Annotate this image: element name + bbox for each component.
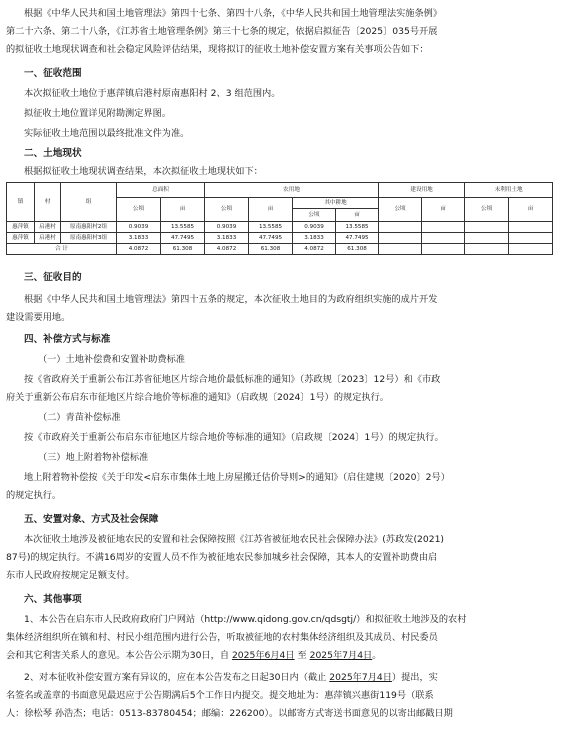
section-2-para-1: 根据拟征收土地现状调查结果，本次拟征收土地现状如下：: [24, 166, 263, 177]
land-status-table: [6, 182, 553, 255]
unit-mu: 亩: [422, 198, 465, 222]
text-segment: 至: [294, 650, 310, 661]
section-6-para-2-line-2: 名签名或盖章的书面意见最迟应于公告期满后5个工作日内提交。提交地址为：惠萍镇兴惠街119号（联系: [6, 690, 434, 701]
text-segment: 。: [372, 650, 382, 661]
cell-group: 原南惠阳村3组: [61, 233, 117, 244]
section-4-sub-3-line-1: 地上附着物补偿按《关于印发<启东市集体土地上房屋搬迁估价导则>的通知》（启住建规〔2020〕2号）: [24, 472, 450, 483]
cell-farm-mu: 61.308: [249, 244, 293, 255]
cell-total-label: 合 计: [7, 244, 117, 255]
date-end: 2025年7月4日: [309, 650, 373, 661]
cell-build-mu: [422, 233, 465, 244]
unit-hectare: 公顷: [205, 198, 249, 222]
unit-hectare: 公顷: [379, 198, 422, 222]
header-unused-land: 未利用土地: [465, 183, 553, 198]
cell-village: 启港村: [35, 233, 61, 244]
section-4-sub-3: （三）地上附着物补偿标准: [38, 452, 149, 463]
cell-total-mu: 61.308: [161, 244, 205, 255]
cell-village: 启港村: [35, 222, 61, 233]
section-1-title: 一、征收范围: [24, 68, 82, 79]
unit-mu: 亩: [249, 198, 293, 222]
cell-total-ha: 3.1833: [117, 233, 161, 244]
cell-build-ha: [379, 222, 422, 233]
section-4-title: 四、补偿方式与标准: [24, 334, 111, 345]
cell-total-ha: 0.9039: [117, 222, 161, 233]
section-3-line-1: 根据《中华人民共和国土地管理法》第四十五条的规定，本次征收土地目的为政府组织实施的成片开发: [24, 294, 438, 305]
section-6-para-2-line-1: [24, 670, 554, 686]
cell-group: 原南惠阳村2组: [61, 222, 117, 233]
section-4-sub-3-line-2: 的规定执行。: [6, 490, 62, 501]
section-6-para-1-line-3: [6, 648, 556, 664]
header-arable-land: 其中耕地: [293, 198, 379, 209]
cell-arable-ha: 4.0872: [293, 244, 336, 255]
cell-town: 惠萍镇: [7, 222, 35, 233]
section-4-sub-1: （一）土地补偿费和安置补助费标准: [38, 354, 185, 365]
unit-hectare: 公顷: [293, 209, 336, 222]
section-4-sub-2-line-1: 按《市政府关于重新公布启东市征地区片综合地价等标准的通知》（启政规〔2024〕1号）的规定执行。: [24, 432, 444, 443]
cell-farm-ha: 3.1833: [205, 233, 249, 244]
table-row: [7, 233, 553, 244]
section-4-sub-1-line-2: 府关于重新公布启东市征地区片综合地价等标准的通知》（启政规〔2024〕1号）的规定执行。: [6, 392, 389, 403]
header-farmland: 农用地: [205, 183, 379, 198]
cell-build-mu: [422, 222, 465, 233]
header-group: 组: [61, 183, 117, 222]
cell-unused-ha: [465, 222, 509, 233]
date-start: 2025年6月4日: [231, 650, 295, 661]
cell-arable-ha: 0.9039: [293, 222, 336, 233]
cell-build-ha: [379, 244, 422, 255]
section-1-para-2: 拟征收土地位置详见附勘测定界图。: [24, 108, 171, 119]
section-6-para-1-line-2: 集体经济组织所在镇和村、村民小组范围内进行公告，听取被征地的农村集体经济组织及其成员、村民委员: [6, 632, 438, 643]
section-2-title: 二、土地现状: [24, 148, 82, 159]
cell-unused-mu: [509, 222, 553, 233]
section-1-para-1: 本次拟征收土地位于惠萍镇启港村原南惠阳村 2、3 组范围内。: [24, 88, 281, 99]
unit-mu: 亩: [509, 198, 553, 222]
header-total-area: 总面积: [117, 183, 205, 198]
cell-arable-mu: 13.5585: [336, 222, 379, 233]
section-5-line-3: 东市人民政府按规定足额支付。: [6, 570, 135, 581]
cell-arable-mu: 47.7495: [336, 233, 379, 244]
section-6-title: 六、其他事项: [24, 594, 82, 605]
section-5-line-2: 87号)的规定执行。不满16周岁的安置人员不作为被征地农民参加城乡社会保障，其本人的安置补助费由启: [6, 552, 438, 563]
section-3-line-2: 建设需要用地。: [6, 312, 71, 323]
cell-arable-ha: 3.1833: [293, 233, 336, 244]
table-row: [7, 222, 553, 233]
date-deadline: 2025年7月4日: [329, 672, 392, 683]
header-construction-land: 建设用地: [379, 183, 465, 198]
cell-town: 惠萍镇: [7, 233, 35, 244]
section-5-line-1: 本次征收土地涉及被征地农民的安置和社会保障按照《江苏省被征地农民社会保障办法》(苏政发(2021): [24, 534, 445, 545]
cell-unused-mu: [509, 233, 553, 244]
cell-total-mu: 47.7495: [161, 233, 205, 244]
cell-build-ha: [379, 233, 422, 244]
text-segment: ）提出，实: [391, 672, 438, 683]
cell-total-ha: 4.0872: [117, 244, 161, 255]
table-total-row: [7, 244, 553, 255]
intro-line-2: 第二十六条、第二十八条，《江苏省土地管理条例》第三十七条的规定，依据启拟征告〔2025〕035号开展: [6, 26, 438, 37]
section-4-sub-1-line-1: 按《省政府关于重新公布江苏省征地区片综合地价最低标准的通知》（苏政规〔2023〕12号）和《市政: [24, 374, 441, 385]
cell-farm-ha: 4.0872: [205, 244, 249, 255]
header-town: 镇: [7, 183, 35, 222]
unit-mu: 亩: [336, 209, 379, 222]
cell-unused-ha: [465, 244, 509, 255]
section-6-para-2-line-3: 人：徐松琴 孙浩杰；电话：0513-83780454；邮编：226200）。以邮寄方式寄送书面意见的以寄出邮戳日期: [6, 708, 453, 719]
cell-unused-ha: [465, 233, 509, 244]
unit-mu: 亩: [161, 198, 205, 222]
intro-line-1: 根据《中华人民共和国土地管理法》第四十七条、第四十八条，《中华人民共和国土地管理法实施条例》: [24, 8, 443, 19]
cell-arable-mu: 61.308: [336, 244, 379, 255]
section-5-title: 五、安置对象、方式及社会保障: [24, 514, 159, 525]
unit-hectare: 公顷: [117, 198, 161, 222]
section-4-sub-2: （二）青苗补偿标准: [38, 412, 121, 423]
cell-farm-mu: 47.7495: [249, 233, 293, 244]
cell-unused-mu: [509, 244, 553, 255]
text-segment: 2、对本征收补偿安置方案有异议的，应在本公告发布之日起30日内（截止: [24, 672, 330, 683]
header-village: 村: [35, 183, 61, 222]
unit-hectare: 公顷: [465, 198, 509, 222]
section-6-para-1-line-1: 1、本公告在启东市人民政府政府门户网站（http://www.qidong.gov.cn/qdsgtj/）和拟征收土地涉及的农村: [24, 614, 467, 625]
intro-line-3: 的拟征收土地现状调查和社会稳定风险评估结果，现将拟订的征收土地补偿安置方案有关事项公告如下：: [6, 44, 429, 55]
cell-total-mu: 13.5585: [161, 222, 205, 233]
cell-farm-mu: 13.5585: [249, 222, 293, 233]
cell-build-mu: [422, 244, 465, 255]
cell-farm-ha: 0.9039: [205, 222, 249, 233]
text-segment: 会和其它利害关系人的意见。本公告公示期为30日，自: [6, 650, 232, 661]
section-1-para-3: 实际征收土地范围以最终批准文件为准。: [24, 128, 190, 139]
section-3-title: 三、征收目的: [24, 272, 82, 283]
